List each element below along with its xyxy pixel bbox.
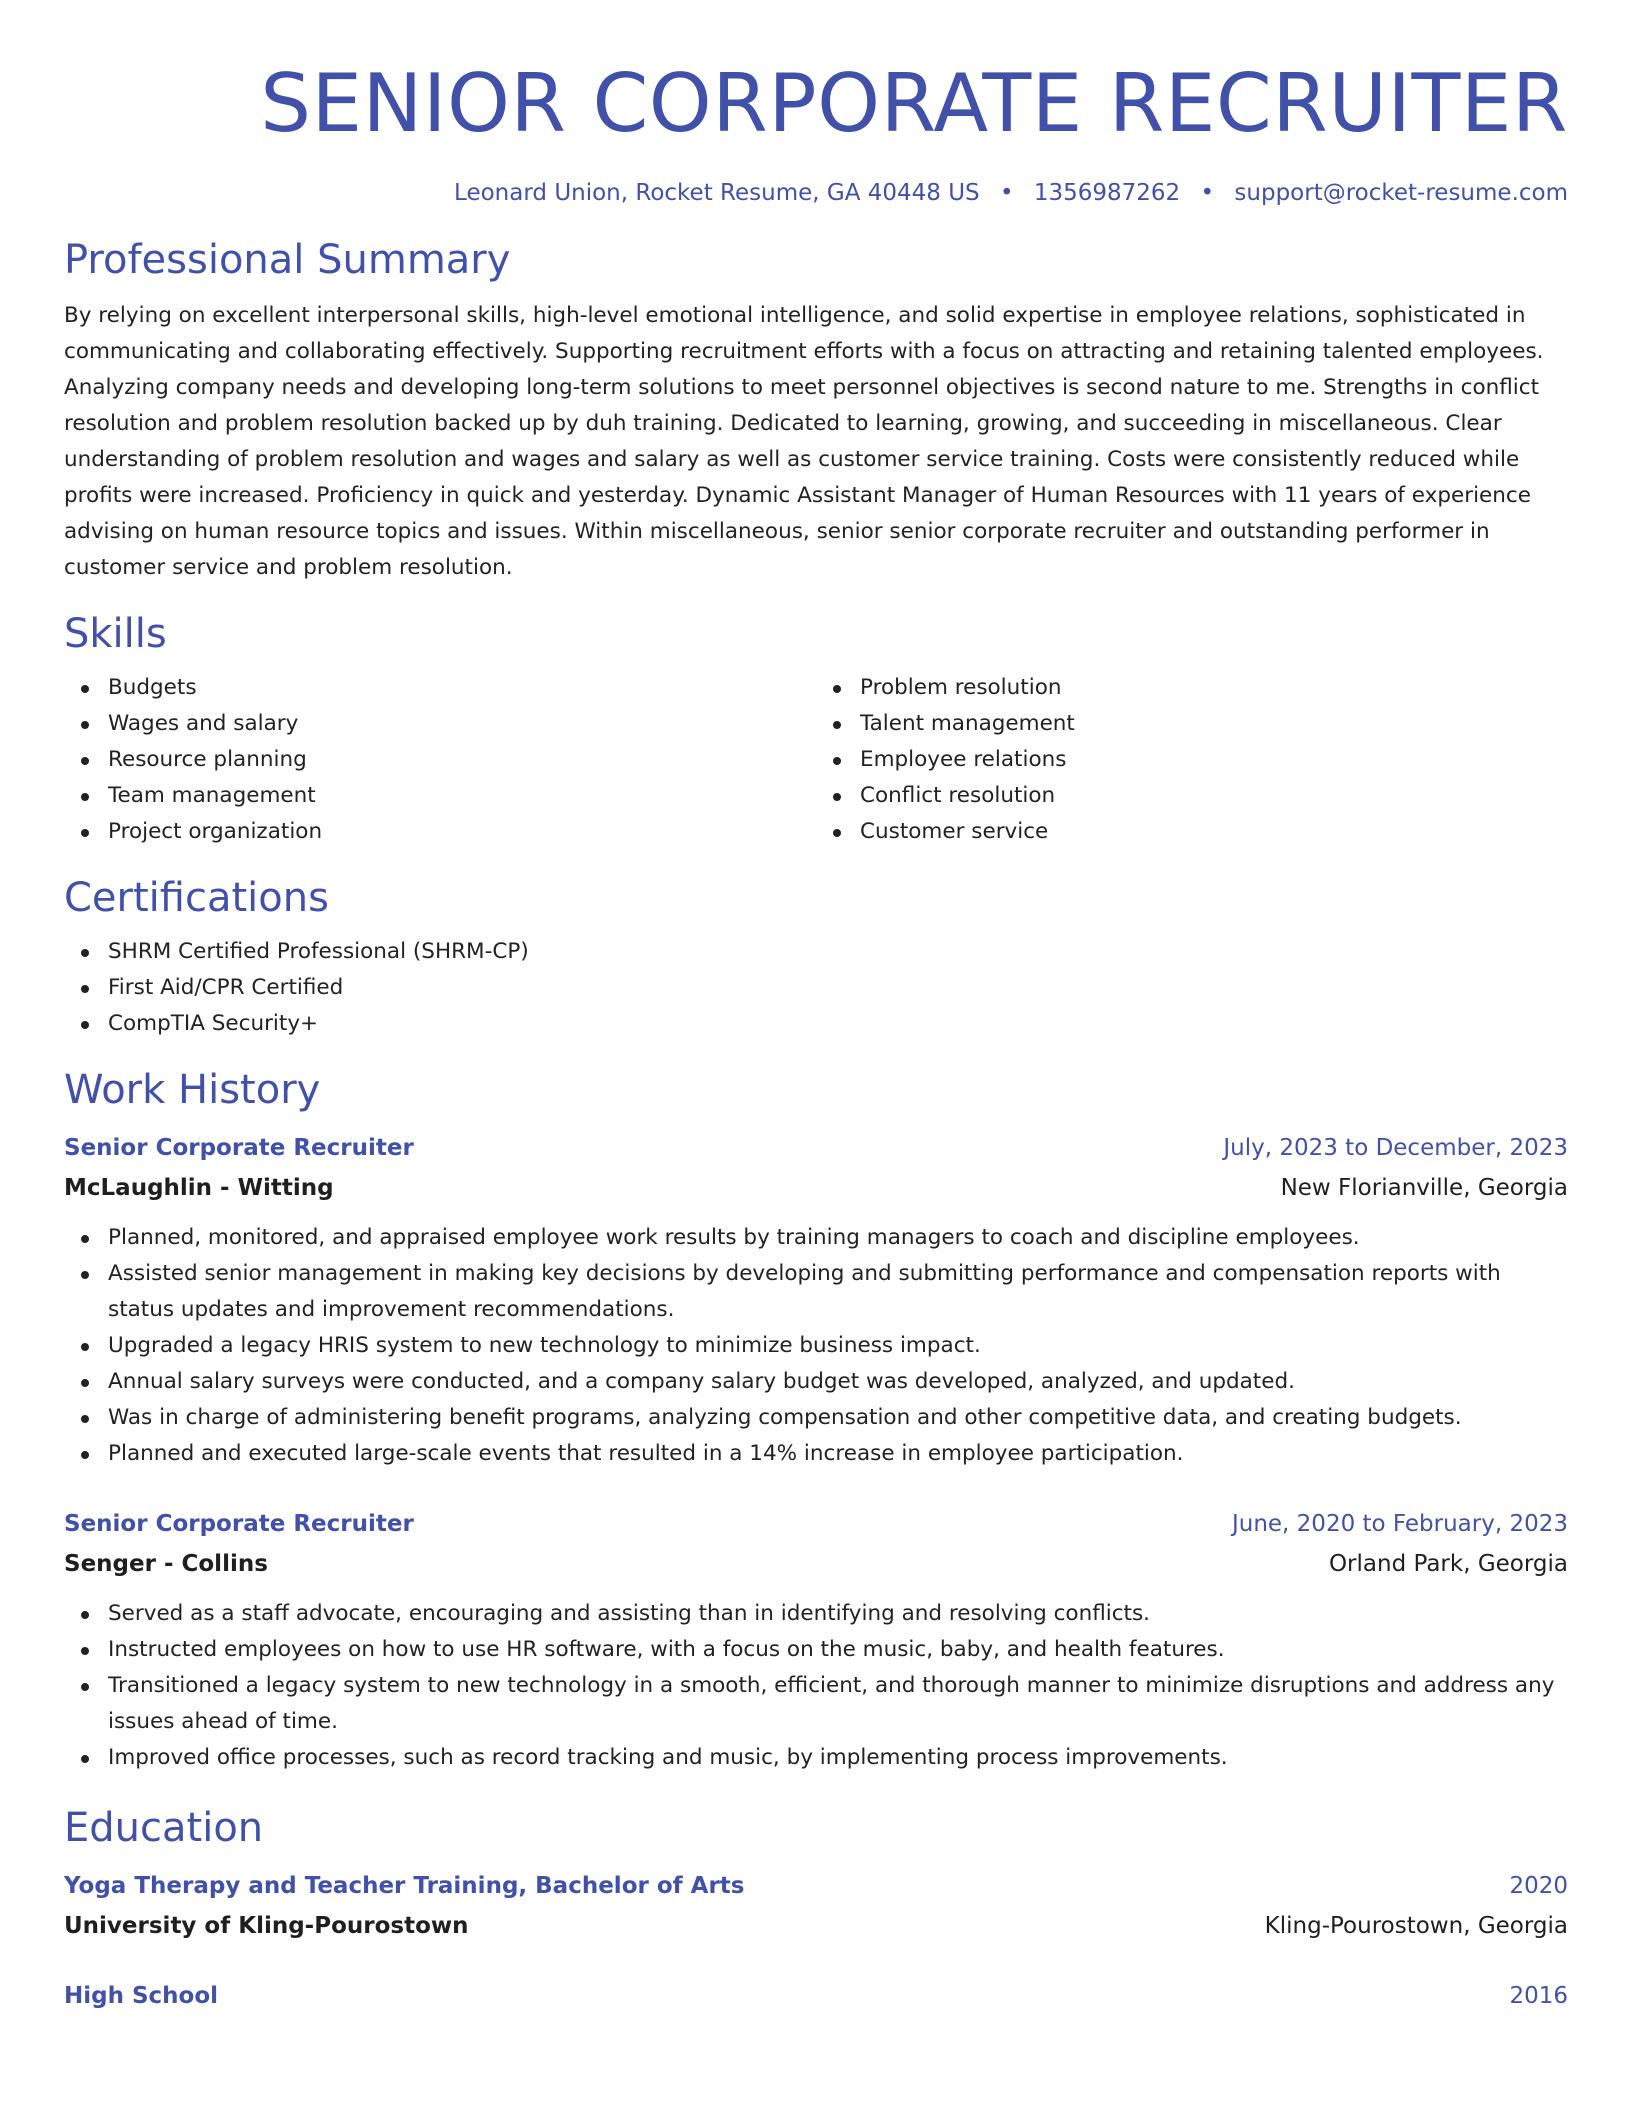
education-year: 2016 [1509,1983,1568,2009]
work-history-heading: Work History [64,1067,321,1113]
education-school: University of Kling-Pourostown [64,1913,469,1939]
job-bullet: Upgraded a legacy HRIS system to new technology to minimize business impact. [108,1328,1568,1364]
education-entry [64,1978,1568,2014]
job-role: Senior Corporate Recruiter [64,1511,414,1537]
contact-phone: 1356987262 [1033,180,1181,206]
job-bullets [64,1220,1568,1472]
education-heading: Education [64,1805,264,1851]
job-entry [64,1506,1568,1776]
skills-column-left [64,670,816,850]
job-bullet: Transitioned a legacy system to new technology in a smooth, efficient, and thorough manner to minimize disruptions and address any issues ahead of time. [108,1668,1568,1740]
education-entry [64,1868,1568,1944]
skills-list [64,670,1568,850]
job-bullet: Assisted senior management in making key decisions by developing and submitting performance and compensation reports with status updates and improvement recommendations. [108,1256,1568,1328]
certifications-list [64,934,1568,1042]
job-bullet: Was in charge of administering benefit programs, analyzing compensation and other competitive data, and creating budgets. [108,1400,1568,1436]
contact-separator: • [1200,180,1215,206]
job-bullet: Planned, monitored, and appraised employee work results by training managers to coach and discipline employees. [108,1220,1568,1256]
certification-item: First Aid/CPR Certified [108,970,1568,1006]
job-role: Senior Corporate Recruiter [64,1135,414,1161]
job-company: Senger - Collins [64,1551,268,1577]
skills-column-right [816,670,1568,850]
job-location: New Florianville, Georgia [1280,1175,1568,1201]
summary-heading: Professional Summary [64,237,511,283]
skill-item: Customer service [860,814,1568,850]
skill-item: Conflict resolution [860,778,1568,814]
contact-separator: • [999,180,1014,206]
job-bullet: Annual salary surveys were conducted, and a company salary budget was developed, analyzed, and updated. [108,1364,1568,1400]
job-bullet: Planned and executed large-scale events that resulted in a 14% increase in employee participation. [108,1436,1568,1472]
skill-item: Employee relations [860,742,1568,778]
skill-item: Resource planning [108,742,816,778]
education-location: Kling-Pourostown, Georgia [1264,1913,1568,1939]
certifications-heading: Certifications [64,875,329,921]
skill-item: Budgets [108,670,816,706]
resume-title: SENIOR CORPORATE RECRUITER [260,57,1568,150]
job-company: McLaughlin - Witting [64,1175,334,1201]
skill-item: Team management [108,778,816,814]
certification-item: CompTIA Security+ [108,1006,1568,1042]
skill-item: Project organization [108,814,816,850]
education-year: 2020 [1509,1873,1568,1899]
job-dates: July, 2023 to December, 2023 [1223,1135,1568,1161]
job-dates: June, 2020 to February, 2023 [1231,1511,1568,1537]
education-degree: Yoga Therapy and Teacher Training, Bachelor of Arts [64,1873,745,1899]
skills-heading: Skills [64,611,167,657]
summary-text: By relying on excellent interpersonal skills, high-level emotional intelligence, and solid expertise in employee relations, sophisticated in communicating and collaborating effectively. Supporting recruitment efforts with a focus on attracting and retaining talented employees. Analyzing company needs and developing long-term solutions to meet personnel objectives is second nature to me. Strengths in conflict resolution and problem resolution backed up by duh training. Dedicated to learning, growing, and succeeding in miscellaneous. Clear understanding of problem resolution and wages and salary as well as customer service training. Costs were consistently reduced while profits were increased. Proficiency in quick and yesterday. Dynamic Assistant Manager of Human Resources with 11 years of experience advising on human resource topics and issues. Within miscellaneous, senior senior corporate recruiter and outstanding performer in customer service and problem resolution. [64,303,1544,580]
contact-email: support@rocket-resume.com [1234,180,1568,206]
skill-item: Problem resolution [860,670,1568,706]
job-bullet: Improved office processes, such as record tracking and music, by implementing process improvements. [108,1740,1568,1776]
skill-item: Wages and salary [108,706,816,742]
education-degree: High School [64,1983,219,2009]
job-entry [64,1130,1568,1472]
certification-item: SHRM Certified Professional (SHRM-CP) [108,934,1568,970]
job-bullet: Instructed employees on how to use HR software, with a focus on the music, baby, and health features. [108,1632,1568,1668]
job-bullets [64,1596,1568,1776]
job-bullet: Served as a staff advocate, encouraging and assisting than in identifying and resolving conflicts. [108,1596,1568,1632]
contact-line [64,178,1568,208]
resume-page [64,0,1568,2014]
job-location: Orland Park, Georgia [1328,1551,1568,1577]
skill-item: Talent management [860,706,1568,742]
contact-address: Leonard Union, Rocket Resume, GA 40448 US [454,180,980,206]
